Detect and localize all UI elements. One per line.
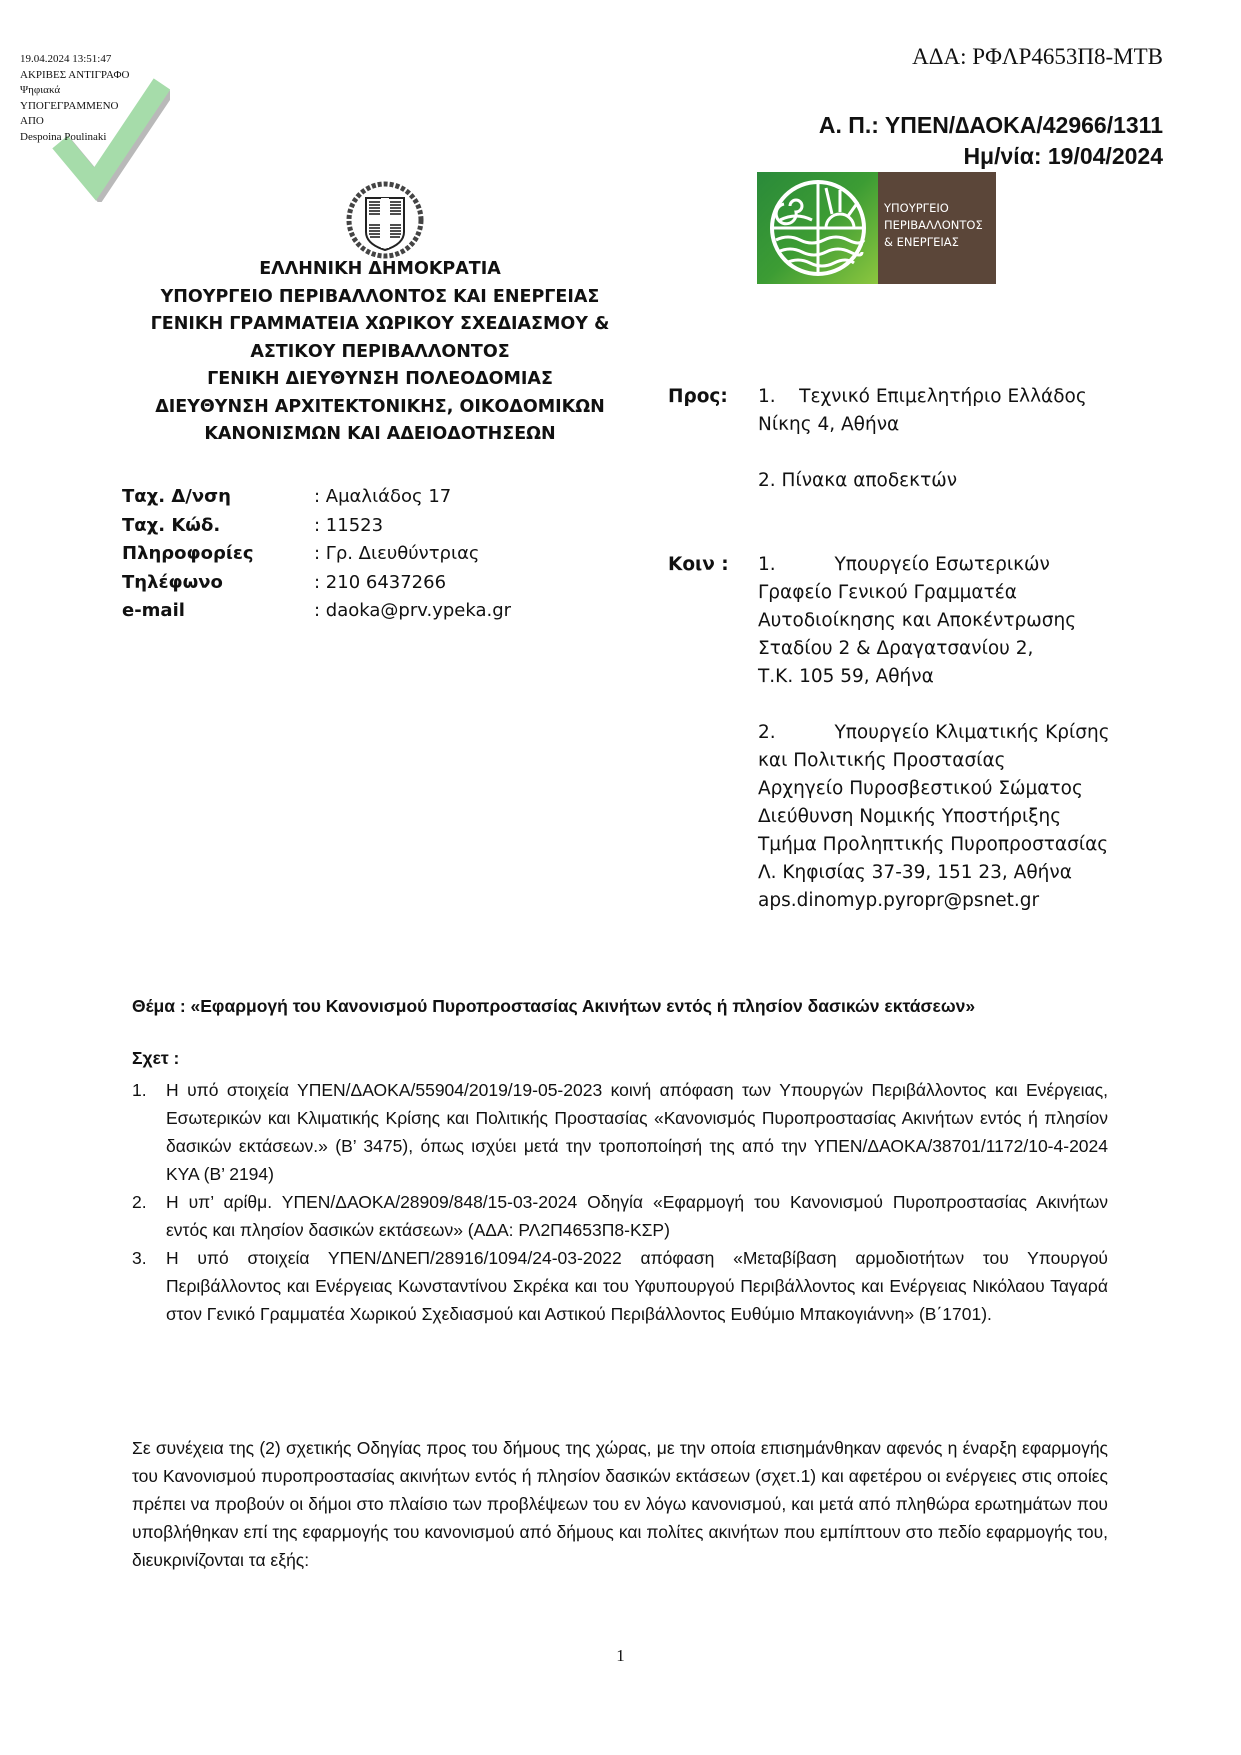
ministry-logo-line: ΠΕΡΙΒΑΛΛΟΝΤΟΣ	[884, 218, 983, 232]
digital-signature-stamp	[20, 52, 190, 192]
reference-item	[132, 1244, 1108, 1328]
contact-label: Πληροφορίες	[122, 543, 254, 564]
recipient-line: 2. Πίνακα αποδεκτών	[758, 470, 958, 491]
contact-label: Ταχ. Δ/νση	[122, 486, 231, 507]
contact-label: e-mail	[122, 600, 185, 621]
contact-label: Ταχ. Κώδ.	[122, 514, 221, 536]
government-header	[120, 256, 640, 449]
reference-number: 1.	[132, 1080, 147, 1100]
document-date: Ημ/νία: 19/04/2024	[963, 143, 1163, 169]
contact-row-phone	[122, 569, 511, 598]
recipient-line: Τ.Κ. 105 59, Αθήνα	[758, 666, 934, 687]
reference-text: Η υπό στοιχεία ΥΠΕΝ/ΔΝΕΠ/28916/1094/24-03-2022 απόφαση «Μεταβίβαση αρμοδιοτήτων του Υπουργού Περιβάλλοντος και Ενέργειας Κωνσταντίνου Σκρέκα και του Υφυπουργού Περιβάλλοντος και Ενέργειας Νικόλαου Ταγαρά στον Γενικό Γραμματέα Χωρικού Σχεδιασμού και Αστικού Περιβάλλοντος Ευθύμιο Μπακογιάννη» (Β΄1701).	[166, 1248, 1108, 1324]
protocol-block	[819, 110, 1163, 172]
recipient-line: 1. Υπουργείο Εσωτερικών	[758, 554, 1050, 575]
recipient-line: Αρχηγείο Πυροσβεστικού Σώματος	[758, 778, 1083, 799]
recipient-line: Αυτοδιοίκησης και Αποκέντρωσης	[758, 610, 1077, 631]
header-line: ΥΠΟΥΡΓΕΙΟ ΠΕΡΙΒΑΛΛΟΝΤΟΣ ΚΑΙ ΕΝΕΡΓΕΙΑΣ	[160, 286, 600, 307]
reference-item	[132, 1188, 1108, 1244]
header-line: ΓΕΝΙΚΗ ΓΡΑΜΜΑΤΕΙΑ ΧΩΡΙΚΟΥ ΣΧΕΔΙΑΣΜΟΥ &	[150, 314, 610, 334]
protocol-number: Α. Π.: ΥΠΕΝ/∆ΑΟΚΑ/42966/1311	[818, 112, 1163, 138]
ministry-logo-text	[878, 172, 996, 284]
stamp-line: ΑΠΟ	[20, 115, 44, 127]
stamp-timestamp: 19.04.2024 13:51:47	[20, 53, 112, 65]
recipient-email-link[interactable]: aps.dinomyp.pyropr@psnet.gr	[758, 890, 1040, 911]
contact-value: : 11523	[314, 514, 384, 536]
reference-number: 3.	[132, 1248, 147, 1268]
reference-item	[132, 1076, 1108, 1188]
recipient-line: Γραφείο Γενικού Γραμματέα	[758, 582, 1017, 603]
contact-row-email	[122, 597, 511, 626]
ministry-logo-line: & ΕΝΕΡΓΕΙΑΣ	[884, 235, 959, 249]
references-list	[132, 1076, 1108, 1328]
greek-coat-of-arms-icon	[344, 180, 426, 262]
header-line: ΑΣΤΙΚΟΥ ΠΕΡΙΒΑΛΛΟΝΤΟΣ	[250, 341, 510, 362]
contact-details	[122, 483, 511, 626]
header-line: ΓΕΝΙΚΗ ΔΙΕΥΘΥΝΣΗ ΠΟΛΕΟΔΟΜΙΑΣ	[207, 369, 553, 389]
recipient-line: Λ. Κηφισίας 37-39, 151 23, Αθήνα	[758, 862, 1072, 883]
header-line: ΕΛΛΗΝΙΚΗ ΔΗΜΟΚΡΑΤΙΑ	[259, 259, 501, 279]
references-label: Σχετ :	[132, 1048, 180, 1068]
reference-number: 2.	[132, 1192, 147, 1212]
header-line: ΔΙΕΥΘΥΝΣΗ ΑΡΧΙΤΕΚΤΟΝΙΚΗΣ, ΟΙΚΟΔΟΜΙΚΩΝ	[155, 396, 605, 417]
recipient-line: 2. Υπουργείο Κλιματικής Κρίσης	[758, 722, 1110, 743]
reference-text: Η υπ’ αρίθμ. ΥΠΕΝ/ΔΑΟΚΑ/28909/848/15-03-2024 Οδηγία «Εφαρμογή του Κανονισμού Πυροπροστασίας Ακινήτων εντός και πλησίον δασικών εκτάσεων» (ΑΔΑ: ΡΛ2Π4653Π8-ΚΣΡ)	[166, 1192, 1108, 1240]
reference-text: Η υπό στοιχεία ΥΠΕΝ/ΔΑΟΚΑ/55904/2019/19-05-2023 κοινή απόφαση των Υπουργών Περιβάλλοντος και Ενέργειας, Εσωτερικών και Κλιματικής Κρίσης και Πολιτικής Προστασίας «Κανονισμός Πυροπροστασίας Ακινήτων εντός ή πλησίον δασικών εκτάσεων.» (Β’ 3475), όπως ισχύει μετά την τροποποίησή της από την ΥΠΕΝ/ΔΑΟΚΑ/38701/1172/10-4-2024 ΚΥΑ (Β’ 2194)	[166, 1080, 1108, 1184]
cc-recipients	[668, 551, 1158, 915]
contact-value: : 210 6437266	[314, 571, 447, 593]
header-line: ΚΑΝΟΝΙΣΜΩΝ ΚΑΙ ΑΔΕΙΟΔΟΤΗΣΕΩΝ	[204, 424, 556, 444]
contact-row-address	[122, 483, 511, 512]
ministry-logo-line: ΥΠΟΥΡΓΕΙΟ	[884, 201, 949, 215]
stamp-line: ΥΠΟΓΕΓΡΑΜΜΕΝΟ	[20, 99, 119, 112]
stamp-line: ΑΚΡΙΒΕΣ ΑΝΤΙΓΡΑΦΟ	[20, 68, 130, 81]
recipient-line: Τμήμα Προληπτικής Πυροπροστασίας	[758, 834, 1109, 855]
recipient-line: 1. Τεχνικό Επιμελητήριο Ελλάδος	[758, 386, 1087, 407]
recipient-line: και Πολιτικής Προστασίας	[758, 750, 1006, 771]
to-recipients	[668, 383, 1158, 495]
body-paragraph: Σε συνέχεια της (2) σχετικής Οδηγίας προς του δήμους της χώρας, με την οποία επισημάνθηκαν αφενός η έναρξη εφαρμογής του Κανονισμού πυροπροστασίας ακινήτων εντός ή πλησίον δασικών εκτάσεων (σχετ.1) και αφετέρου οι ενέργειες στις οποίες πρέπει να προβούν οι δήμοι στο πλαίσιο των προβλέψεων του εν λόγω κανονισμού, και μετά από πληθώρα ερωτημάτων που υποβλήθηκαν επί της εφαρμογής του κανονισμού από δήμους και πολίτες ακινήτων που εμπίπτουν στο πεδίο εφαρμογής του, διευκρινίζονται τα εξής:	[132, 1438, 1108, 1570]
recipients	[668, 383, 1158, 915]
contact-row-info	[122, 540, 511, 569]
stamp-line: Ψηφιακά	[20, 84, 61, 96]
recipient-line: Σταδίου 2 & Δραγατσανίου 2,	[758, 638, 1034, 659]
subject-line: Θέμα : «Εφαρμογή του Κανονισμού Πυροπροστασίας Ακινήτων εντός ή πλησίον δασικών εκτάσεων»	[132, 996, 976, 1016]
recipient-line: Νίκης 4, Αθήνα	[758, 414, 900, 435]
contact-value: : Γρ. Διευθύντριας	[314, 543, 480, 564]
page-number: 1	[616, 1646, 625, 1665]
ada-identifier: ΑΔΑ: ΡΦΛΡ4653Π8-ΜΤΒ	[912, 44, 1163, 69]
contact-row-postcode	[122, 512, 511, 541]
contact-label: Τηλέφωνο	[122, 571, 223, 593]
contact-email-link[interactable]: : daoka@prv.ypeka.gr	[314, 600, 512, 621]
cc-label: Κοιν :	[668, 554, 729, 575]
ministry-logo	[757, 172, 996, 284]
recipient-line: Διεύθυνση Νομικής Υποστήριξης	[758, 806, 1062, 827]
to-label: Προς:	[668, 386, 728, 407]
contact-value: : Αμαλιάδος 17	[314, 486, 452, 507]
stamp-signer: Despoina Poulinaki	[20, 130, 107, 143]
ministry-emblem-icon	[757, 172, 878, 284]
